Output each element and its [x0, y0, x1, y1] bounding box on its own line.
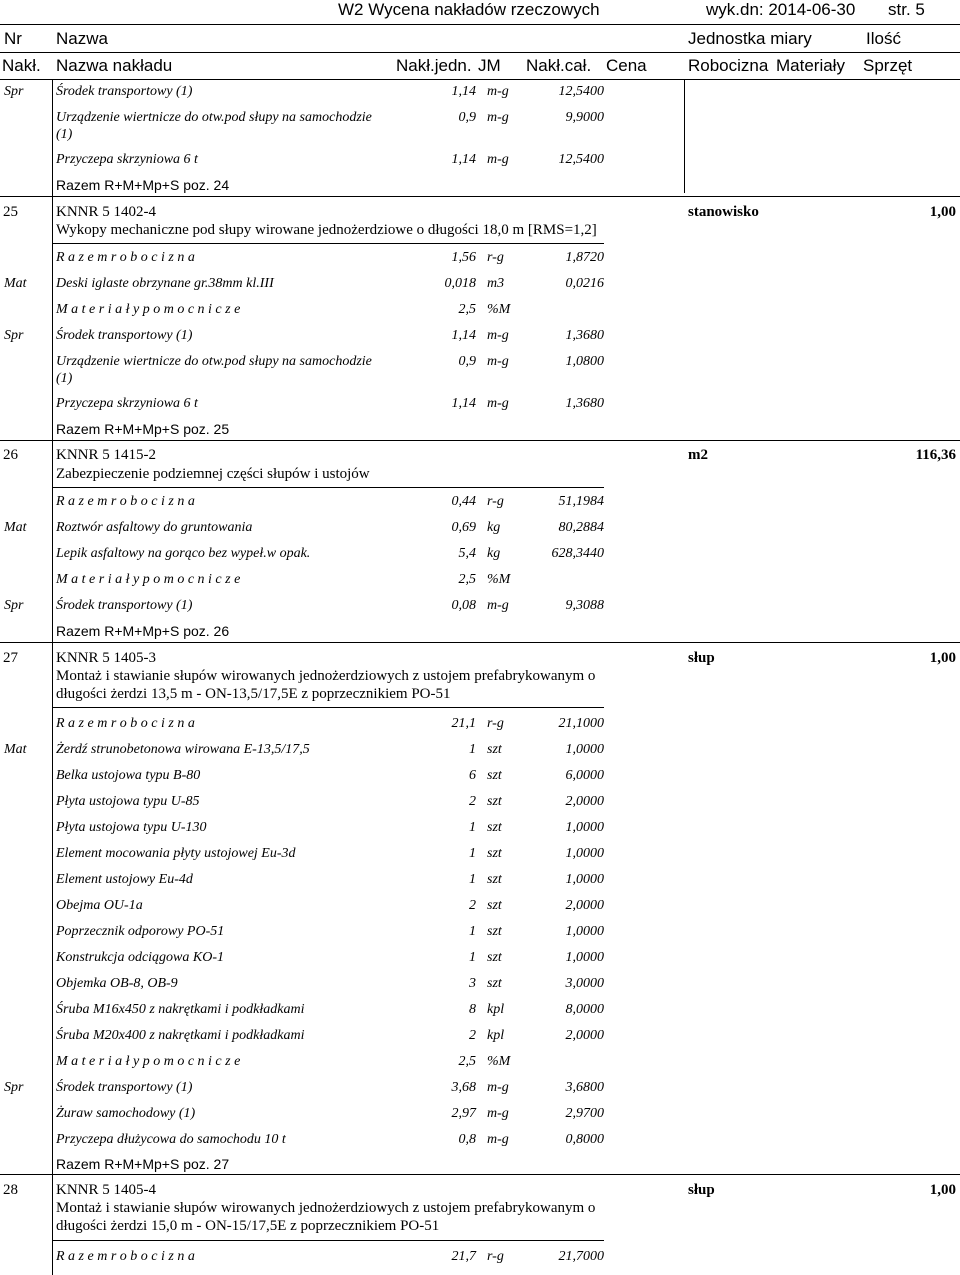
header-rule-bottom	[0, 79, 960, 80]
col-header-jm: JM	[478, 56, 501, 75]
equipment-total: 1,3680	[565, 328, 604, 343]
equipment-total: 2,9700	[565, 1106, 604, 1121]
material-total: 1,0000	[565, 872, 604, 887]
col-header-nakl: Nakł.	[2, 56, 41, 75]
material-unit-rate: 1	[469, 872, 476, 887]
aux-materials-label: M a t e r i a ł y p o m o c n i c z e	[56, 572, 241, 587]
material-name: Deski iglaste obrzynane gr.38mm kl.III	[56, 276, 274, 291]
labour-total: 51,1984	[558, 494, 604, 509]
position-quantity: 116,36	[915, 447, 956, 463]
position-quantity: 1,00	[929, 1182, 956, 1198]
equipment-total: 1,3680	[565, 396, 604, 411]
material-unit-rate: 1	[469, 846, 476, 861]
position-total-label: Razem R+M+Mp+S poz. 24	[56, 177, 230, 193]
material-jm: kg	[487, 520, 501, 535]
mat-label: Mat	[4, 520, 27, 535]
material-total: 1,0000	[565, 742, 604, 757]
material-name: Obejma OU-1a	[56, 898, 143, 913]
cost-item-total: 12,5400	[558, 152, 604, 167]
labour-total-label: R a z e m r o b o c i z n a	[56, 250, 195, 265]
col-header-nazwa: Nazwa	[56, 29, 108, 48]
position-number: 28	[3, 1182, 18, 1198]
cost-item-jm: m-g	[487, 110, 509, 125]
col-header-cena: Cena	[606, 56, 647, 75]
col-header-nakl-jedn: Nakł.jedn.	[396, 56, 472, 75]
material-unit-rate: 0,018	[444, 276, 476, 291]
material-jm: kpl	[487, 1002, 505, 1017]
material-jm: szt	[487, 924, 502, 939]
position-unit: m2	[688, 447, 708, 463]
report-date: wyk.dn: 2014-06-30	[706, 0, 856, 19]
position-number: 27	[3, 650, 18, 666]
row-rule-27	[52, 707, 604, 708]
position-total-label: Razem R+M+Mp+S poz. 25	[56, 421, 230, 437]
aux-materials-rate: 2,5	[458, 572, 476, 587]
material-total: 6,0000	[565, 768, 604, 783]
material-total: 1,0000	[565, 950, 604, 965]
equipment-name: Przyczepa skrzyniowa 6 t	[56, 396, 198, 411]
material-jm: m3	[487, 276, 505, 291]
material-unit-rate: 3	[469, 976, 476, 991]
cost-item-name: Urządzenie wiertnicze do otw.pod słupy na samochodzie	[56, 110, 372, 125]
material-name: Płyta ustojowa typu U-130	[56, 820, 207, 835]
aux-materials-label: M a t e r i a ł y p o m o c n i c z e	[56, 1054, 241, 1069]
equipment-name: Środek transportowy (1)	[56, 1080, 193, 1095]
cost-item-name-cont: (1)	[56, 127, 73, 142]
equipment-jm: m-g	[487, 1080, 509, 1095]
position-code: KNNR 5 1405-3	[56, 650, 156, 666]
material-jm: kpl	[487, 1028, 505, 1043]
material-unit-rate: 0,69	[451, 520, 476, 535]
equipment-jm: m-g	[487, 1132, 509, 1147]
material-total: 80,2884	[558, 520, 604, 535]
equipment-jm: m-g	[487, 598, 509, 613]
mat-label: Mat	[4, 276, 27, 291]
aux-materials-jm: %M	[487, 1054, 511, 1069]
equipment-total: 1,0800	[565, 354, 604, 369]
section-rule-28	[0, 1174, 960, 1175]
col-header-nazwa-nakladu: Nazwa nakładu	[56, 56, 173, 75]
labour-total: 1,8720	[565, 250, 604, 265]
cost-item-name: Przyczepa skrzyniowa 6 t	[56, 152, 198, 167]
material-total: 1,0000	[565, 820, 604, 835]
labour-jm: r-g	[487, 250, 504, 265]
col-header-jednostka: Jednostka miary	[688, 29, 812, 48]
header-rule-mid	[0, 52, 960, 53]
equipment-unit-rate: 0,9	[458, 354, 476, 369]
material-name: Element mocowania płyty ustojowej Eu-3d	[56, 846, 296, 861]
labour-unit-rate: 0,44	[451, 494, 476, 509]
material-jm: szt	[487, 846, 502, 861]
equipment-unit-rate: 1,14	[451, 396, 476, 411]
cost-item-total: 9,9000	[565, 110, 604, 125]
equipment-unit-rate: 3,68	[451, 1080, 476, 1095]
position-description: Zabezpieczenie podziemnej części słupów i ustojów	[56, 466, 370, 482]
position-description: Montaż i stawianie słupów wirowanych jednożerdziowych z ustojem prefabrykowanym o	[56, 668, 596, 684]
material-name: Roztwór asfaltowy do gruntowania	[56, 520, 253, 535]
position-description-cont: długości żerdzi 15,0 m - ON-15/17,5E z poprzecznikiem PO-51	[56, 1218, 440, 1234]
row-rule-26	[52, 487, 604, 488]
aux-materials-label: M a t e r i a ł y p o m o c n i c z e	[56, 302, 241, 317]
aux-materials-jm: %M	[487, 302, 511, 317]
equipment-jm: m-g	[487, 328, 509, 343]
col-header-materialy: Materiały	[776, 56, 845, 75]
material-name: Śruba M16x450 z nakrętkami i podkładkami	[56, 1002, 305, 1017]
cost-item-unit-rate: 1,14	[451, 84, 476, 99]
material-total: 1,0000	[565, 924, 604, 939]
row-rule-28	[52, 1240, 604, 1241]
material-total: 3,0000	[565, 976, 604, 991]
material-jm: szt	[487, 820, 502, 835]
spr-label: Spr	[4, 598, 24, 613]
material-name: Objemka OB-8, OB-9	[56, 976, 178, 991]
material-unit-rate: 1	[469, 820, 476, 835]
position-description-cont: długości żerdzi 13,5 m - ON-13,5/17,5E z poprzecznikiem PO-51	[56, 686, 451, 702]
material-jm: szt	[487, 794, 502, 809]
mat-label: Mat	[4, 742, 27, 757]
material-name: Lepik asfaltowy na gorąco bez wypeł.w opak.	[56, 546, 311, 561]
equipment-jm: m-g	[487, 1106, 509, 1121]
col-header-ilosc: Ilość	[866, 29, 901, 48]
material-name: Poprzecznik odporowy PO-51	[56, 924, 225, 939]
material-jm: szt	[487, 742, 502, 757]
material-jm: szt	[487, 768, 502, 783]
material-unit-rate: 8	[469, 1002, 476, 1017]
position-unit: słup	[688, 1182, 715, 1198]
col-header-nr: Nr	[4, 29, 22, 48]
section-rule-25	[0, 196, 960, 197]
equipment-name: Środek transportowy (1)	[56, 328, 193, 343]
section-rule-26	[0, 440, 960, 441]
material-unit-rate: 1	[469, 742, 476, 757]
cost-item-unit-rate: 1,14	[451, 152, 476, 167]
position-total-label: Razem R+M+Mp+S poz. 26	[56, 623, 230, 639]
spr-label: Spr	[4, 1080, 24, 1095]
material-unit-rate: 1	[469, 924, 476, 939]
equipment-name: Urządzenie wiertnicze do otw.pod słupy na samochodzie	[56, 354, 372, 369]
row-rule-25	[52, 243, 604, 244]
spr-label: Spr	[4, 328, 24, 343]
cost-item-unit-rate: 0,9	[458, 110, 476, 125]
labour-jm: r-g	[487, 1249, 504, 1264]
material-unit-rate: 2	[469, 794, 476, 809]
material-total: 628,3440	[551, 546, 604, 561]
labour-total-label: R a z e m r o b o c i z n a	[56, 1249, 195, 1264]
material-name: Płyta ustojowa typu U-85	[56, 794, 200, 809]
equipment-unit-rate: 0,08	[451, 598, 476, 613]
report-title: W2 Wycena nakładów rzeczowych	[338, 0, 600, 19]
equipment-name-cont: (1)	[56, 371, 73, 386]
labour-total-label: R a z e m r o b o c i z n a	[56, 494, 195, 509]
position-description: Wykopy mechaniczne pod słupy wirowane jednożerdziowe o długości 18,0 m [RMS=1,2]	[56, 222, 597, 238]
position-code: KNNR 5 1415-2	[56, 447, 156, 463]
material-unit-rate: 2	[469, 898, 476, 913]
unit-column-rule	[684, 80, 685, 193]
material-jm: kg	[487, 546, 501, 561]
position-unit: stanowisko	[688, 204, 759, 220]
material-unit-rate: 5,4	[458, 546, 476, 561]
position-unit: słup	[688, 650, 715, 666]
aux-materials-rate: 2,5	[458, 302, 476, 317]
page-number: str. 5	[888, 0, 925, 19]
material-total: 1,0000	[565, 846, 604, 861]
spr-label: Spr	[4, 84, 24, 99]
material-total: 8,0000	[565, 1002, 604, 1017]
material-total: 2,0000	[565, 1028, 604, 1043]
position-number: 25	[3, 204, 18, 220]
equipment-name: Środek transportowy (1)	[56, 598, 193, 613]
labour-jm: r-g	[487, 716, 504, 731]
aux-materials-jm: %M	[487, 572, 511, 587]
cost-item-jm: m-g	[487, 152, 509, 167]
position-number: 26	[3, 447, 18, 463]
col-header-sprzet: Sprzęt	[863, 56, 913, 75]
material-name: Żerdź strunobetonowa wirowana E-13,5/17,5	[56, 742, 310, 757]
labour-jm: r-g	[487, 494, 504, 509]
labour-unit-rate: 21,1	[451, 716, 476, 731]
cost-item-name: Środek transportowy (1)	[56, 84, 193, 99]
material-name: Śruba M20x400 z nakrętkami i podkładkami	[56, 1028, 305, 1043]
material-jm: szt	[487, 950, 502, 965]
material-unit-rate: 6	[469, 768, 476, 783]
equipment-jm: m-g	[487, 396, 509, 411]
position-quantity: 1,00	[929, 204, 956, 220]
equipment-jm: m-g	[487, 354, 509, 369]
col-header-nakl-cal: Nakł.cał.	[526, 56, 592, 75]
material-name: Element ustojowy Eu-4d	[56, 872, 193, 887]
material-total: 2,0000	[565, 794, 604, 809]
equipment-total: 3,6800	[565, 1080, 604, 1095]
material-unit-rate: 2	[469, 1028, 476, 1043]
position-code: KNNR 5 1402-4	[56, 204, 156, 220]
material-jm: szt	[487, 872, 502, 887]
col-header-robocizna: Robocizna	[688, 56, 769, 75]
equipment-total: 9,3088	[565, 598, 604, 613]
nazwa-column-rule	[52, 80, 53, 1275]
position-code: KNNR 5 1405-4	[56, 1182, 156, 1198]
position-description: Montaż i stawianie słupów wirowanych jednożerdziowych z ustojem prefabrykowanym o	[56, 1200, 596, 1216]
labour-unit-rate: 21,7	[451, 1249, 476, 1264]
aux-materials-rate: 2,5	[458, 1054, 476, 1069]
labour-unit-rate: 1,56	[451, 250, 476, 265]
section-rule-27	[0, 642, 960, 643]
position-quantity: 1,00	[929, 650, 956, 666]
header-rule-top	[0, 24, 960, 25]
cost-item-jm: m-g	[487, 84, 509, 99]
labour-total: 21,7000	[558, 1249, 604, 1264]
labour-total: 21,1000	[558, 716, 604, 731]
material-jm: szt	[487, 898, 502, 913]
position-total-label: Razem R+M+Mp+S poz. 27	[56, 1156, 230, 1172]
material-unit-rate: 1	[469, 950, 476, 965]
equipment-total: 0,8000	[565, 1132, 604, 1147]
labour-total-label: R a z e m r o b o c i z n a	[56, 716, 195, 731]
material-total: 2,0000	[565, 898, 604, 913]
material-name: Belka ustojowa typu B-80	[56, 768, 201, 783]
material-jm: szt	[487, 976, 502, 991]
equipment-unit-rate: 1,14	[451, 328, 476, 343]
material-total: 0,0216	[565, 276, 604, 291]
material-name: Konstrukcja odciągowa KO-1	[56, 950, 224, 965]
cost-item-total: 12,5400	[558, 84, 604, 99]
equipment-unit-rate: 2,97	[451, 1106, 476, 1121]
equipment-name: Przyczepa dłużycowa do samochodu 10 t	[56, 1132, 286, 1147]
equipment-name: Żuraw samochodowy (1)	[56, 1106, 196, 1121]
equipment-unit-rate: 0,8	[458, 1132, 476, 1147]
